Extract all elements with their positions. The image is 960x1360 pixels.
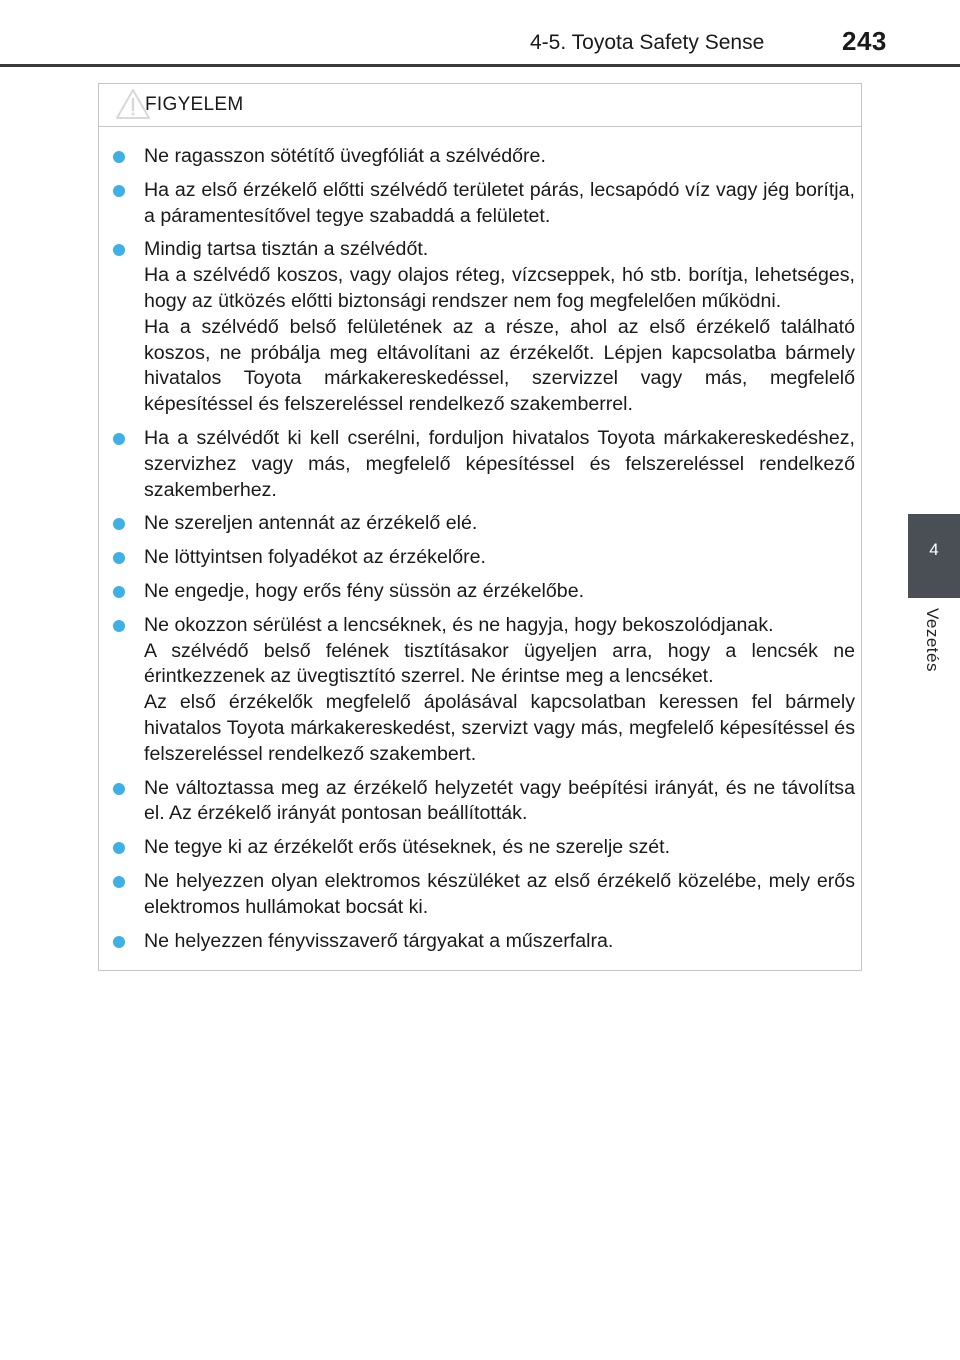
bullet-icon [113,586,125,598]
bullet-icon [113,518,125,530]
warning-list [113,144,855,962]
warning-item-text: Ne változtassa meg az érzékelő helyzetét vagy beépítési irányát, és ne távolítsa el. Az érzékelő irányát pontosan beállították. [144,776,855,825]
bullet-icon [113,244,125,256]
bullet-icon [113,552,125,564]
warning-item [113,776,855,828]
warning-item [113,545,855,571]
bullet-icon [113,876,125,888]
warning-item-text: Az első érzékelők megfelelő ápolásával kapcsolatban keressen fel bármely hivatalos Toyota márkakereskedést, szervizt vagy más, megfelelő képesítéssel és felszereléssel rendelkező szakembert. [144,691,855,765]
warning-item [113,237,855,418]
warning-item [113,511,855,537]
page-number: 243 [842,26,887,56]
chapter-label-text: Vezetés [923,608,942,672]
chapter-label [908,598,960,698]
warning-item [113,613,855,768]
warning-item-text: Ne ragasszon sötétítő üvegfóliát a szélvédőre. [144,145,546,167]
header-divider [0,64,960,67]
bullet-icon [113,842,125,854]
warning-item [113,579,855,605]
section-title: 4-5. Toyota Safety Sense [530,31,765,54]
warning-item [113,178,855,230]
bullet-icon [113,620,125,632]
bullet-icon [113,433,125,445]
warning-item-text: Ne tegye ki az érzékelőt erős ütéseknek, és ne szerelje szét. [144,836,671,859]
warning-item [113,144,855,170]
bullet-icon [113,185,125,197]
warning-title: FIGYELEM [145,94,244,115]
warning-header [99,84,861,127]
warning-item-text: Ne helyezzen olyan elektromos készüléket az első érzékelő közelébe, mely erős elektromos hullámokat bocsát ki. [144,869,855,918]
bullet-icon [113,936,125,948]
chapter-tab [908,514,960,598]
warning-item [113,929,855,955]
chapter-number: 4 [929,540,939,559]
warning-item-text: Ha a szélvédő belső felületének az a része, ahol az első érzékelő található koszos, ne próbálja meg eltávolítani az érzékelőt. Lépjen kapcsolatba bármely hivatalos Toyota márkakereskedéssel, szervizzel vagy más, megfelelő képesítéssel és felszereléssel rendelkező szakemberrel. [144,315,855,416]
bullet-icon [113,151,125,163]
warning-item-text: Ne okozzon sérülést a lencséknek, és ne hagyja, hogy bekoszolódjanak. [144,613,774,636]
warning-item-text: Ha az első érzékelő előtti szélvédő területet párás, lecsapódó víz vagy jég borítja, a páramentesítővel tegye szabaddá a felületet. [144,178,855,227]
warning-item [113,835,855,861]
warning-item-text: Mindig tartsa tisztán a szélvédőt. [144,238,429,261]
warning-item-text: Ne engedje, hogy erős fény süssön az érzékelőbe. [144,579,585,602]
warning-item-text: Ne löttyintsen folyadékot az érzékelőre. [144,546,486,569]
warning-item [113,426,855,503]
warning-item-text: Ne helyezzen fényvisszaverő tárgyakat a műszerfalra. [144,929,614,952]
warning-box [98,83,862,971]
warning-item-text: A szélvédő belső felének tisztításakor ügyeljen arra, hogy a lencsék ne érintkezzenek az üvegtisztító szerrel. Ne érintse meg a lencséket. [144,639,855,688]
warning-item [113,869,855,921]
warning-item-text: Ha a szélvédő koszos, vagy olajos réteg, vízcseppek, hó stb. borítja, lehetséges, hogy az ütközés előtti biztonsági rendszer nem fog megfelelően működni. [144,264,855,312]
warning-item-text: Ne szereljen antennát az érzékelő elé. [144,512,478,535]
warning-item-text: Ha a szélvédőt ki kell cserélni, forduljon hivatalos Toyota márkakereskedéshez, szervizhez vagy más, megfelelő képesítéssel és felszereléssel rendelkező szakemberhez. [144,426,855,501]
bullet-icon [113,783,125,795]
